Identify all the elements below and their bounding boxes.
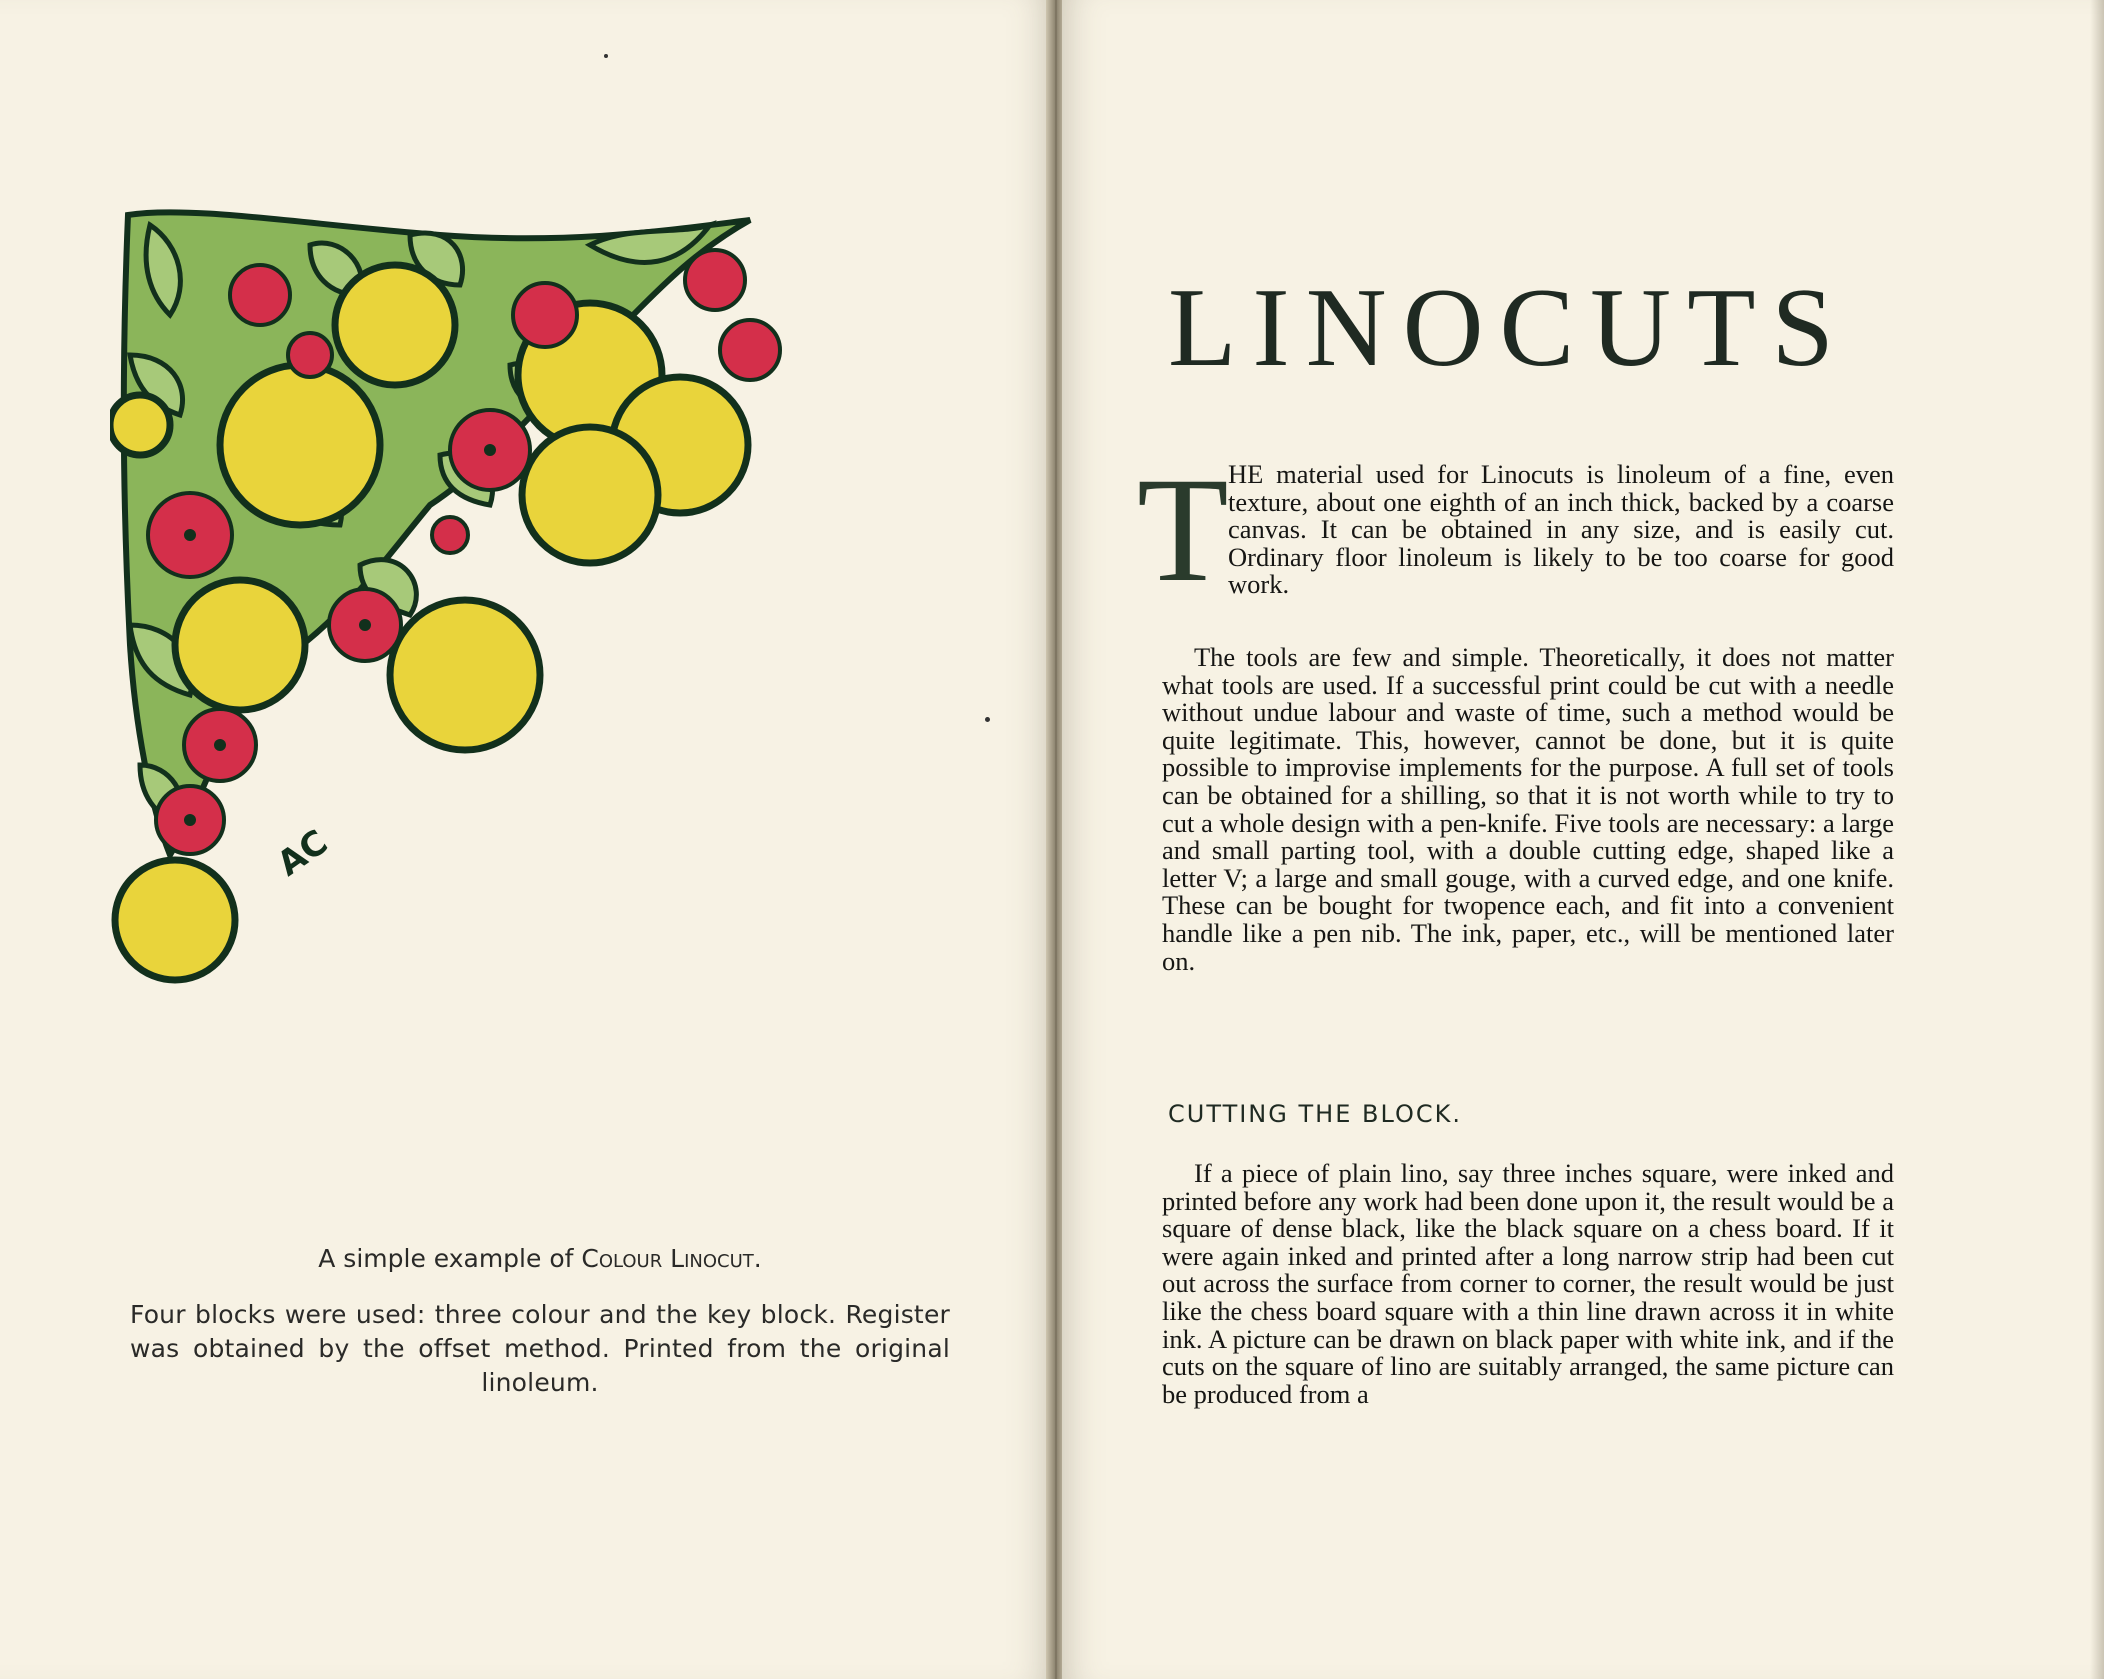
page-edge-shadow xyxy=(2090,0,2104,1679)
cutting-paragraph: If a piece of plain lino, say three inches square, were inked and printed before any work had been done upon it, the result would be a square of dense black, like the black square on a chess board. If it were again inked and printed after a long narrow strip had been cut out across the surface from corner to corner, the result would be just like the chess board square with a thin line drawn across it in white ink. A picture can be drawn on black paper with white ink, and if the cuts on the square of lino are suitably arranged, the same picture can be produced from a xyxy=(1162,1158,1894,1409)
artist-monogram: AC xyxy=(270,822,336,885)
caption-title xyxy=(130,1242,950,1276)
section-heading: CUTTING THE BLOCK. xyxy=(1168,1100,1462,1128)
drop-cap: T xyxy=(1137,447,1229,613)
left-page xyxy=(0,0,1050,1679)
tools-paragraph: The tools are few and simple. Theoretically, it does not matter what tools are used. If a successful print could be cut with a needle without undue labour and waste of time, such a method would be quite legitimate. This, however, cannot be done, but it is quite possible to improvise implements for the purpose. A full set of tools can be obtained for a shilling, so that it is not worth while to try to cut a whole design with a pen-knife. Five tools are necessary: a large and small parting tool, with a double cutting edge, shaped like a letter V; a large and small gouge, with a curved edge, and one knife. These can be bought for twopence each, and fit into a convenient handle like a pen nib. The ink, paper, etc., will be mentioned later on. xyxy=(1162,642,1894,976)
intro-paragraph: HE material used for Linocuts is linoleum of a fine, even texture, about one eighth of an inch thick, backed by a coarse canvas. It can be obtained in any size, and is easily cut. Ordinary floor linoleum is likely to be too coarse for good work. xyxy=(1228,459,1894,600)
illustration-caption xyxy=(130,1242,950,1400)
caption-title-prefix: A simple example of xyxy=(318,1244,574,1273)
caption-body: Four blocks were used: three colour and the key block. Register was obtained by the offset method. Printed from the original linoleum. xyxy=(130,1300,950,1397)
page-title: LINOCUTS xyxy=(1168,266,1850,390)
caption-title-smallcaps: Colour Linocut. xyxy=(581,1244,762,1273)
colour-linocut-illustration xyxy=(110,205,990,1005)
